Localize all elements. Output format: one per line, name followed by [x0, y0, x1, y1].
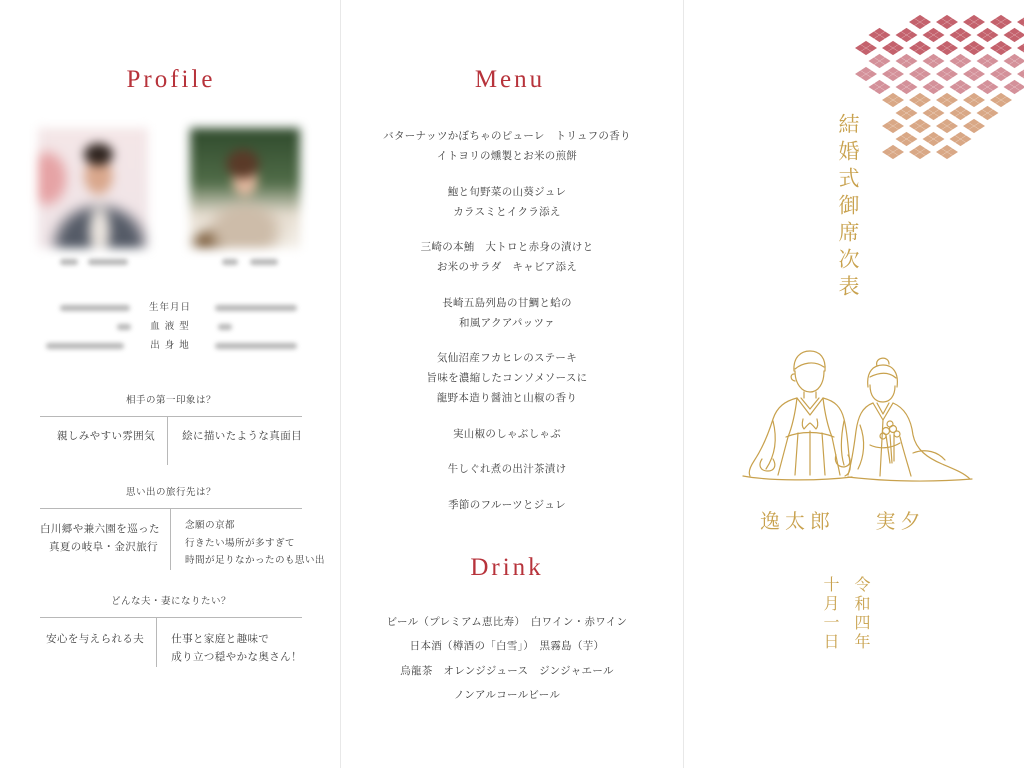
- seated-couple-illustration-icon: [740, 345, 975, 485]
- answer-line: 白川郷や兼六園を巡った: [40, 523, 160, 535]
- answer-line: 絵に描いたような真面目: [182, 430, 302, 442]
- answer-line: 安心を与えられる夫: [46, 633, 145, 645]
- answer-line: 仕事と家庭と趣味で: [171, 633, 270, 645]
- blurred-bride-value: [215, 305, 297, 311]
- qa-block: [40, 393, 302, 465]
- menu-course-line: 実山椒のしゃぶしゃぶ: [453, 427, 561, 440]
- qa-question: 思い出の旅行先は？: [125, 487, 216, 498]
- drink-line: 烏龍茶 オレンジジュース ジンジャエール: [400, 664, 614, 677]
- menu-course-line: 鮑と旬野菜の山葵ジュレ: [447, 185, 567, 198]
- answer-line: 行きたい場所が多すぎて: [185, 537, 295, 549]
- menu-course: [341, 126, 673, 166]
- blurred-bride-name: [222, 259, 238, 265]
- groom-answer: [40, 417, 167, 465]
- drink-line: 日本酒（樽酒の「白雪」） 黒霧島（芋）: [409, 640, 605, 653]
- bride-answer: [167, 417, 302, 465]
- blurred-bride-value: [215, 343, 297, 349]
- menu-course-line: カラスミとイクラ添え: [453, 205, 561, 218]
- bride-answer: [170, 509, 325, 570]
- date-day: 十月一日: [821, 576, 840, 652]
- qa-block: [40, 594, 302, 667]
- qa-answers: [40, 416, 302, 465]
- field-label-hometown: 出 身 地: [150, 340, 190, 351]
- menu-course-line: 龍野本造り醤油と山椒の香り: [436, 392, 578, 404]
- answer-line: 念願の京都: [185, 520, 235, 531]
- profile-panel: [0, 0, 340, 768]
- menu-course-line: 長崎五島列島の甘鯛と蛤の: [442, 296, 572, 309]
- menu-panel: [341, 0, 683, 768]
- menu-course-line: 季節のフルーツとジュレ: [448, 498, 566, 511]
- field-label-birthday: 生年月日: [148, 302, 191, 313]
- blurred-groom-value: [60, 305, 130, 311]
- groom-name: 逸太郎: [760, 509, 835, 533]
- groom-answer: [40, 618, 156, 667]
- profile-title: Profile: [126, 66, 216, 93]
- cover-title: 結婚式御席次表: [836, 113, 860, 302]
- groom-photo: [38, 128, 148, 248]
- wedding-date: [815, 576, 877, 652]
- menu-title: Menu: [474, 66, 546, 93]
- menu-course-line: 牛しぐれ煮の出汁茶漬け: [447, 463, 567, 475]
- answer-line: 真夏の岐阜・金沢旅行: [49, 540, 158, 553]
- menu-course-line: 和風アクアパッツァ: [459, 316, 555, 329]
- blurred-groom-name: [60, 259, 78, 265]
- blurred-groom-value: [117, 324, 131, 330]
- menu-course: [341, 237, 673, 277]
- menu-course-line: 気仙沼産フカヒレのステーキ: [436, 352, 578, 364]
- qa-question: 相手の第一印象は？: [125, 395, 216, 406]
- bride-name: 実夕: [875, 509, 926, 533]
- menu-course: [341, 459, 673, 479]
- blurred-bride-name: [250, 259, 278, 265]
- answer-line: 親しみやすい雰囲気: [56, 430, 156, 442]
- qa-answers: [40, 617, 302, 667]
- bride-photo: [190, 128, 300, 248]
- menu-course-line: 三崎の本鮪 大トロと赤身の漬けと: [420, 241, 594, 253]
- date-year: 令和四年: [852, 576, 871, 652]
- menu-course: [341, 348, 673, 408]
- menu-course-line: バターナッツかぼちゃのピューレ トリュフの香り: [383, 130, 631, 142]
- groom-illustration: [743, 351, 852, 480]
- qa-block: [40, 485, 325, 570]
- groom-answer: [40, 509, 170, 570]
- menu-course-line: 旨味を濃縮したコンソメソースに: [426, 372, 588, 384]
- menu-course: [341, 182, 673, 222]
- menu-course-line: イトヨリの燻製とお米の煎餅: [436, 150, 578, 162]
- menu-course: [341, 424, 673, 444]
- menu-course: [341, 293, 673, 333]
- answer-line: 成り立つ穏やかな奥さん！: [171, 650, 302, 663]
- blurred-groom-value: [46, 343, 124, 349]
- qa-question: どんな夫・妻になりたい？: [110, 596, 231, 607]
- drink-line: ノンアルコールビール: [453, 688, 561, 701]
- drink-list: [341, 610, 673, 707]
- bride-illustration: [848, 358, 972, 481]
- drink-title: Drink: [470, 554, 544, 581]
- blurred-bride-value: [218, 324, 232, 330]
- bride-answer: [156, 618, 302, 667]
- drink-line: ビール（プレミアム恵比寿） 白ワイン・赤ワイン: [386, 616, 628, 628]
- menu-course-line: お米のサラダ キャビア添え: [436, 261, 578, 273]
- menu-course-list: [341, 126, 673, 530]
- qa-answers: [40, 508, 325, 570]
- blurred-groom-name: [88, 259, 128, 265]
- cover-panel: [684, 0, 1024, 768]
- answer-line: 時間が足りなかったのも思い出: [185, 555, 325, 566]
- menu-course: [341, 495, 673, 515]
- field-label-blood-type: 血 液 型: [150, 321, 190, 332]
